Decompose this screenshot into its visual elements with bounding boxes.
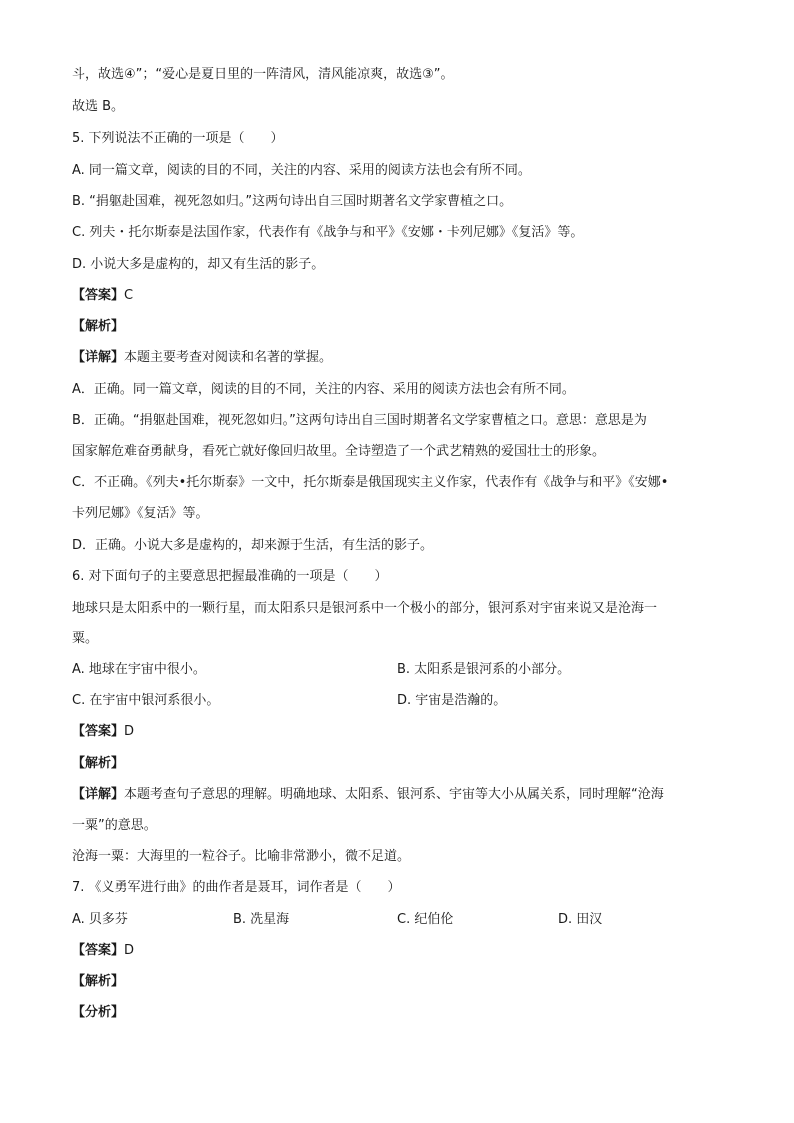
q6-option-d: D. 宇宙是浩瀚的。 — [397, 693, 507, 708]
q6-option-a: A. 地球在宇宙中很小。 — [72, 662, 206, 677]
q7-option-a: A. 贝多芬 — [72, 912, 128, 927]
q5-explain-c-cont: 卡列尼娜》《复活》等。 — [72, 506, 209, 521]
text-line: 斗，故选④”；“爱心是夏日里的一阵清风，清风能凉爽，故选③”。 — [72, 67, 454, 82]
q6-option-c: C. 在宇宙中银河系很小。 — [72, 693, 220, 708]
q7-analysis-tag: 【解析】 — [72, 974, 125, 989]
q5-explain-b-cont: 国家解危难奋勇献身，看死亡就好像回归故里。全诗塑造了一个武艺精熟的爱国壮士的形象。 — [72, 444, 606, 459]
answer-value: D — [124, 943, 135, 958]
detail-tag: 【详解】 — [72, 787, 125, 802]
detail-text: 本题考查句子意思的理解。明确地球、太阳系、银河系、宇宙等大小从属关系，同时理解“沧海 — [124, 787, 664, 802]
q5-answer — [72, 287, 133, 305]
q6-sentence-cont: 粟。 — [72, 631, 99, 646]
question-7-stem: 7. 《义勇军进行曲》的曲作者是聂耳，词作者是（ ） — [72, 880, 401, 895]
q5-explain-b: B．正确。“捐躯赴国难，视死忽如归。”这两句诗出自三国时期著名文学家曹植之口。意思：意思是为 — [72, 413, 647, 428]
q7-answer — [72, 942, 134, 960]
text-line: 故选 B。 — [72, 99, 125, 114]
q6-detail-cont: 一粟”的意思。 — [72, 818, 157, 833]
q6-detail — [72, 786, 664, 804]
q5-explain-c: C．不正确。《列夫•托尔斯泰》一文中，托尔斯泰是俄国现实主义作家，代表作有《战争与和平》《安娜• — [72, 475, 669, 490]
q6-option-b: B. 太阳系是银河系的小部分。 — [397, 662, 571, 677]
q6-answer — [72, 723, 134, 741]
answer-value: D — [124, 724, 135, 739]
detail-tag: 【详解】 — [72, 350, 125, 365]
q5-option-a: A. 同一篇文章，阅读的目的不同，关注的内容、采用的阅读方法也会有所不同。 — [72, 163, 531, 178]
question-5-stem: 5. 下列说法不正确的一项是（ ） — [72, 131, 284, 146]
q7-option-d: D. 田汉 — [558, 912, 603, 927]
q7-option-c: C. 纪伯伦 — [397, 912, 454, 927]
q7-analysis-sub-tag: 【分析】 — [72, 1005, 125, 1020]
q6-explain: 沧海一粟：大海里的一粒谷子。比喻非常渺小，微不足道。 — [72, 849, 411, 864]
q7-option-b: B. 冼星海 — [233, 912, 290, 927]
answer-tag: 【答案】 — [72, 288, 125, 303]
q5-detail — [72, 349, 332, 367]
q5-option-b: B. “捐躯赴国难，视死忽如归。”这两句诗出自三国时期著名文学家曹植之口。 — [72, 194, 513, 209]
q5-option-d: D. 小说大多是虚构的，却又有生活的影子。 — [72, 257, 325, 272]
q5-analysis-tag: 【解析】 — [72, 319, 125, 334]
q6-analysis-tag: 【解析】 — [72, 756, 125, 771]
question-6-stem: 6. 对下面句子的主要意思把握最准确的一项是（ ） — [72, 569, 388, 584]
answer-value: C — [124, 288, 134, 303]
answer-tag: 【答案】 — [72, 943, 125, 958]
q6-sentence: 地球只是太阳系中的一颗行星，而太阳系只是银河系中一个极小的部分，银河系对宇宙来说又是沧海一 — [72, 601, 658, 616]
q5-explain-a: A．正确。同一篇文章，阅读的目的不同，关注的内容、采用的阅读方法也会有所不同。 — [72, 382, 575, 397]
answer-tag: 【答案】 — [72, 724, 125, 739]
q5-explain-d: D．正确。小说大多是虚构的，却来源于生活，有生活的影子。 — [72, 538, 434, 553]
detail-text: 本题主要考查对阅读和名著的掌握。 — [124, 350, 333, 365]
q5-option-c: C. 列夫・托尔斯泰是法国作家，代表作有《战争与和平》《安娜・卡列尼娜》《复活》等。 — [72, 225, 584, 240]
